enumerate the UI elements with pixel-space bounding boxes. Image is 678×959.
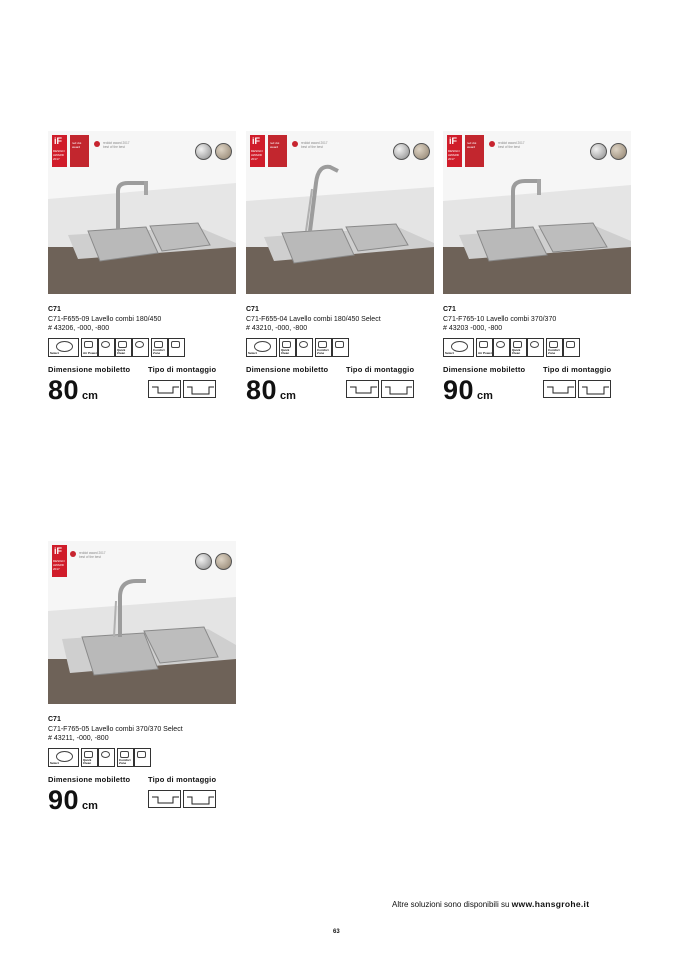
product-model: C71: [48, 306, 61, 313]
finish-swatch-steel-look[interactable]: [413, 143, 430, 160]
product-card: [246, 131, 434, 405]
product-photo: iF DESIGN AWARD 2017 red dot award reddot award 2017 best of the best: [443, 131, 631, 294]
product-photo: iF DESIGN AWARD 2017 red dot award reddot award 2017 best of the best: [48, 131, 236, 294]
airpower-feature-icon: Air Power: [81, 338, 98, 357]
dimension-label: Dimensione mobiletto: [48, 775, 131, 784]
if-award-logo: iF DESIGN AWARD 2017: [52, 545, 67, 577]
red-award-badge: red dot award: [465, 135, 484, 167]
faucet-icon: [134, 748, 151, 767]
mount-type-flush-icon: [183, 790, 216, 808]
finish-swatch-steel-look[interactable]: [610, 143, 627, 160]
mounting-label: Tipo di montaggio: [148, 775, 217, 784]
product-codes: # 43210, -000, -800: [246, 325, 308, 332]
mount-type-inset-icon: [346, 380, 379, 398]
faucet-icon: [563, 338, 580, 357]
page-number: 63: [333, 929, 340, 935]
comfortzone-feature-icon: Comfort Zone: [315, 338, 332, 357]
mount-type-flush-icon: [183, 380, 216, 398]
footer-note: [392, 899, 589, 909]
product-codes: # 43206, -000, -800: [48, 325, 110, 332]
product-card: [48, 541, 236, 815]
product-description: C71-F655-04 Lavello combi 180/450 Select: [246, 316, 381, 323]
mount-type-flush-icon: [578, 380, 611, 398]
faucet-icon: [332, 338, 349, 357]
spray-icon: [296, 338, 313, 357]
product-card: [48, 131, 236, 405]
product-description: C71-F655-09 Lavello combi 180/450: [48, 316, 162, 323]
if-award-logo: iF DESIGN AWARD 2017: [447, 135, 462, 167]
spray-icon: [132, 338, 149, 357]
product-model: C71: [443, 306, 456, 313]
finish-swatch-steel[interactable]: [195, 143, 212, 160]
select-feature-icon: Select: [443, 338, 474, 357]
product-photo: iF DESIGN AWARD 2017 red dot award reddot award 2017 best of the best: [246, 131, 434, 294]
comfortzone-feature-icon: Comfort Zone: [151, 338, 168, 357]
cabinet-size: 90 cm: [48, 785, 98, 815]
red-award-badge: red dot award: [70, 135, 89, 167]
cabinet-size: 90 cm: [443, 375, 493, 405]
product-codes: # 43211, -000, -800: [48, 735, 109, 742]
quickclean-feature-icon: Quick Clean: [115, 338, 132, 357]
comfortzone-feature-icon: Comfort Zone: [546, 338, 563, 357]
product-description: C71-F765-05 Lavello combi 370/370 Select: [48, 726, 183, 733]
product-codes: # 43203 -000, -800: [443, 325, 503, 332]
cabinet-size: 80 cm: [48, 375, 98, 405]
comfortzone-feature-icon: Comfort Zone: [117, 748, 134, 767]
finish-swatch-steel-look[interactable]: [215, 553, 232, 570]
finish-swatch-steel[interactable]: [590, 143, 607, 160]
water-drop-icon: [493, 338, 510, 357]
airpower-feature-icon: Air Power: [476, 338, 493, 357]
dimension-label: Dimensione mobiletto: [48, 365, 131, 374]
red-award-badge: red dot award: [268, 135, 287, 167]
select-feature-icon: Select: [246, 338, 277, 357]
mount-type-inset-icon: [148, 380, 181, 398]
product-model: C71: [48, 716, 61, 723]
website-link[interactable]: www.hansgrohe.it: [511, 899, 590, 909]
quickclean-feature-icon: Quick Clean: [510, 338, 527, 357]
mounting-label: Tipo di montaggio: [148, 365, 217, 374]
spray-icon: [527, 338, 544, 357]
mounting-label: Tipo di montaggio: [543, 365, 612, 374]
product-model: C71: [246, 306, 259, 313]
footer-text: Altre soluzioni sono disponibili su: [392, 900, 510, 909]
product-description: C71-F765-10 Lavello combi 370/370: [443, 316, 557, 323]
finish-swatch-steel[interactable]: [393, 143, 410, 160]
finish-swatch-steel-look[interactable]: [215, 143, 232, 160]
select-feature-icon: Select: [48, 338, 79, 357]
spray-icon: [98, 748, 115, 767]
quickclean-feature-icon: Quick Clean: [81, 748, 98, 767]
dimension-label: Dimensione mobiletto: [246, 365, 329, 374]
product-card: [443, 131, 631, 405]
if-award-logo: iF DESIGN AWARD 2017: [250, 135, 265, 167]
if-award-logo: iF DESIGN AWARD 2017: [52, 135, 67, 167]
mount-type-flush-icon: [381, 380, 414, 398]
faucet-icon: [168, 338, 185, 357]
cabinet-size: 80 cm: [246, 375, 296, 405]
water-drop-icon: [98, 338, 115, 357]
quickclean-feature-icon: Quick Clean: [279, 338, 296, 357]
mount-type-inset-icon: [148, 790, 181, 808]
product-photo: iF DESIGN AWARD 2017 reddot award 2017 best of the best: [48, 541, 236, 704]
select-feature-icon: Select: [48, 748, 79, 767]
dimension-label: Dimensione mobiletto: [443, 365, 526, 374]
finish-swatch-steel[interactable]: [195, 553, 212, 570]
mount-type-inset-icon: [543, 380, 576, 398]
mounting-label: Tipo di montaggio: [346, 365, 415, 374]
